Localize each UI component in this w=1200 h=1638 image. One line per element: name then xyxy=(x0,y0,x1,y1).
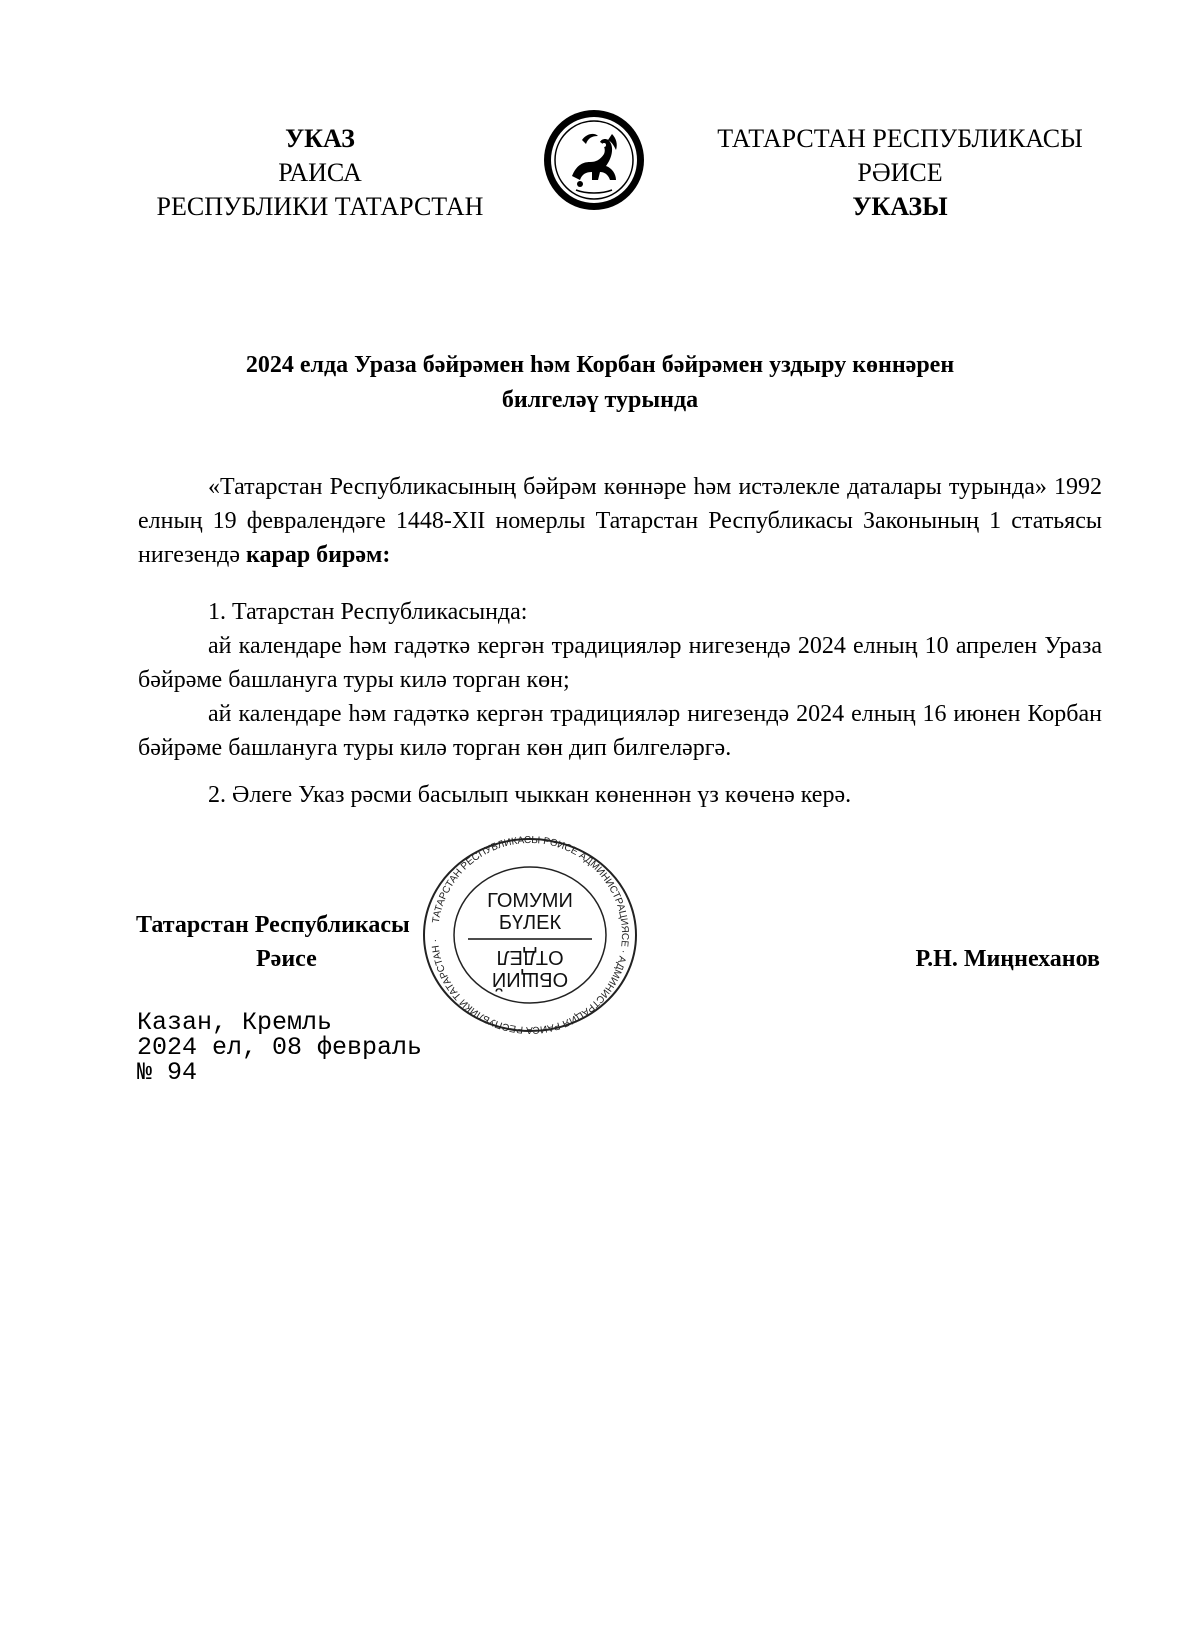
coat-of-arms-icon xyxy=(542,108,646,212)
preamble-decision: карар бирәм: xyxy=(246,542,391,568)
position-line2: Рәисе xyxy=(256,946,317,972)
document-title xyxy=(130,348,1070,418)
place: Казан, Кремль xyxy=(137,1008,333,1037)
stamp-center-top2: БҮЛЕК xyxy=(498,912,562,934)
preamble-text: «Татарстан Республикасының бәйрәм көннәре һәм истәлекле даталары турында» 1992 елның 19 февралендәге 1448-XII номерлы Татарстан Республикасы Законының 1 статьясы нигезендә xyxy=(138,474,1102,568)
item1-uraza: ай календаре һәм гадәткә кергән традицияләр нигезендә 2024 елның 10 апрелен Ураза бәйрәме башлануга туры килә торган көн; xyxy=(138,633,1102,693)
stamp-center-bottom2: ОБЩИЙ xyxy=(491,968,569,990)
header-left xyxy=(130,122,510,224)
stamp-center-top1: ГОМУМИ xyxy=(487,890,573,912)
date: 2024 ел, 08 февраль xyxy=(137,1033,423,1062)
header-right-line3: УКАЗЫ xyxy=(852,192,948,221)
title-line2: билгеләү турында xyxy=(501,387,699,413)
title-line1: 2024 елда Ураза бәйрәмен һәм Корбан бәйрәмен уздыру көннәрен xyxy=(245,352,955,378)
item2: 2. Әлеге Указ рәсми басылып чыккан көненнән үз көченә керә. xyxy=(208,782,852,808)
header-left-line3: РЕСПУБЛИКИ ТАТАРСТАН xyxy=(156,192,484,221)
item1-korban: ай календаре һәм гадәткә кергән традицияләр нигезендә 2024 елның 16 июнен Корбан бәйрәме башлануга туры килә торган көн дип билгеләргә. xyxy=(138,701,1102,761)
signatory-position xyxy=(136,908,476,976)
header-right xyxy=(690,122,1110,224)
decree-items xyxy=(138,595,1102,765)
signatory-name: Р.Н. Миңнеханов xyxy=(915,946,1100,972)
item1-heading: 1. Татарстан Республикасында: xyxy=(208,599,528,625)
header-right-line1: ТАТАРСТАН РЕСПУБЛИКАСЫ xyxy=(717,124,1083,153)
stamp-ring-text: ТАТАРСТАН РЕСПУБЛИКАСЫ РӘИСЕ АДМИНИСТРАЦИЯСЕ · АДМИНИСТРАЦИЯ РАИСА РЕСПУБЛИКИ ТАТАРСТАН · xyxy=(430,835,631,1035)
position-line1: Татарстан Республикасы xyxy=(136,912,410,938)
header-left-line1: УКАЗ xyxy=(285,124,355,153)
stamp-center-bottom1: ОТДЕЛ xyxy=(496,946,564,968)
header-left-line2: РАИСА xyxy=(278,158,362,187)
preamble-paragraph xyxy=(138,470,1102,572)
header-right-line2: РӘИСЕ xyxy=(857,158,943,187)
decree-number: № 94 xyxy=(137,1058,198,1087)
place-date-block xyxy=(137,1010,422,1085)
